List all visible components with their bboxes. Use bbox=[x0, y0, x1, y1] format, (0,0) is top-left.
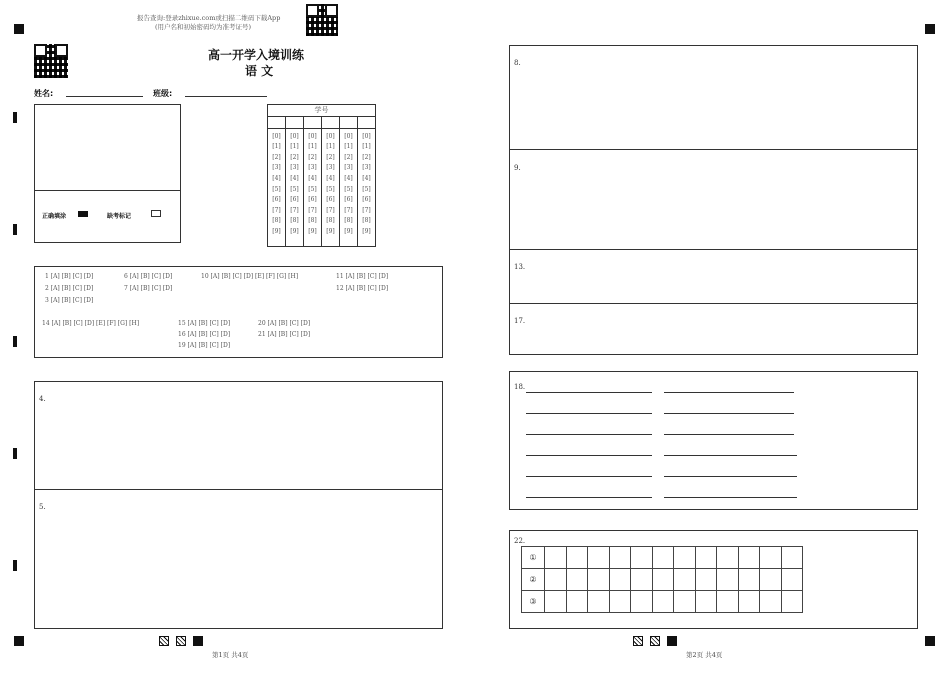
id-bubble[interactable]: [0] bbox=[344, 132, 353, 140]
id-bubble[interactable]: [1] bbox=[308, 143, 317, 151]
q13-q17-divider bbox=[510, 303, 917, 304]
id-bubble[interactable]: [4] bbox=[290, 174, 299, 182]
id-bubble[interactable]: [8] bbox=[362, 217, 371, 225]
correct-fill-sample bbox=[78, 211, 88, 217]
answer-field-q8[interactable] bbox=[511, 70, 916, 147]
id-bubble[interactable]: [6] bbox=[326, 196, 335, 204]
page-marker-solid bbox=[667, 636, 677, 646]
id-bubble[interactable]: [8] bbox=[290, 217, 299, 225]
id-digit-box[interactable] bbox=[286, 117, 304, 129]
id-digit-box[interactable] bbox=[304, 117, 322, 129]
q18-answer-line[interactable] bbox=[526, 413, 652, 414]
q22-grid-cell[interactable] bbox=[631, 547, 653, 569]
id-bubble[interactable]: [6] bbox=[272, 196, 281, 204]
q22-grid-cell[interactable] bbox=[738, 547, 760, 569]
id-bubble[interactable]: [7] bbox=[290, 206, 299, 214]
q22-row-label: ③ bbox=[522, 591, 545, 613]
question-13-label: 13. bbox=[514, 263, 526, 271]
side-tick-mark bbox=[13, 560, 17, 571]
id-bubble[interactable]: [2] bbox=[272, 153, 281, 161]
choice-item-7[interactable]: 7 [A] [B] [C] [D] bbox=[124, 285, 173, 292]
id-bubble[interactable]: [5] bbox=[272, 185, 281, 193]
q22-grid-cell[interactable] bbox=[695, 591, 717, 613]
question-17-label: 17. bbox=[514, 317, 526, 325]
q22-grid-cell[interactable] bbox=[652, 591, 674, 613]
choice-item-16[interactable]: 16 [A] [B] [C] [D] bbox=[178, 331, 231, 338]
choice-item-20[interactable]: 20 [A] [B] [C] [D] bbox=[258, 320, 311, 327]
corner-mark-bottom-right bbox=[925, 636, 935, 646]
q22-grid-cell[interactable] bbox=[588, 569, 610, 591]
id-bubble[interactable]: [4] bbox=[326, 174, 335, 182]
q22-grid-cell[interactable] bbox=[760, 569, 782, 591]
side-tick-mark bbox=[13, 224, 17, 235]
corner-mark-bottom-left bbox=[14, 636, 24, 646]
page-marker-hatched bbox=[159, 636, 169, 646]
page-marker-hatched bbox=[176, 636, 186, 646]
q18-answer-line[interactable] bbox=[664, 476, 797, 477]
side-tick-mark bbox=[13, 112, 17, 123]
q22-grid-cell[interactable] bbox=[781, 547, 803, 569]
page-title: 高一开学入境训练 bbox=[208, 48, 305, 62]
choice-item-1[interactable]: 1 [A] [B] [C] [D] bbox=[45, 273, 94, 280]
answer-field-q4[interactable] bbox=[36, 405, 441, 487]
question-9-label: 9. bbox=[514, 164, 521, 172]
id-bubble[interactable]: [5] bbox=[362, 185, 371, 193]
id-bubble[interactable]: [7] bbox=[362, 206, 371, 214]
q22-grid-cell[interactable] bbox=[738, 591, 760, 613]
id-bubble[interactable]: [9] bbox=[344, 227, 353, 235]
q22-row-label: ① bbox=[522, 547, 545, 569]
q22-grid-cell[interactable] bbox=[588, 547, 610, 569]
id-bubble[interactable]: [1] bbox=[362, 143, 371, 151]
q18-answer-line[interactable] bbox=[526, 392, 652, 393]
q22-row-label: ② bbox=[522, 569, 545, 591]
id-bubble-column[interactable] bbox=[286, 128, 304, 246]
id-bubble[interactable]: [7] bbox=[272, 206, 281, 214]
id-bubble[interactable]: [2] bbox=[290, 153, 299, 161]
id-bubble[interactable]: [1] bbox=[326, 143, 335, 151]
q22-grid-cell[interactable] bbox=[717, 547, 739, 569]
name-field[interactable] bbox=[66, 96, 143, 97]
q22-grid-cell[interactable] bbox=[609, 547, 631, 569]
id-bubble-column[interactable] bbox=[340, 128, 358, 246]
id-bubble[interactable]: [0] bbox=[362, 132, 371, 140]
id-bubble[interactable]: [5] bbox=[344, 185, 353, 193]
choice-item-12[interactable]: 12 [A] [B] [C] [D] bbox=[336, 285, 389, 292]
q22-grid-cell[interactable] bbox=[545, 547, 567, 569]
id-bubble[interactable]: [7] bbox=[326, 206, 335, 214]
id-bubble[interactable]: [3] bbox=[344, 164, 353, 172]
answer-field-q5[interactable] bbox=[36, 513, 441, 627]
id-bubble[interactable]: [5] bbox=[308, 185, 317, 193]
barcode-area bbox=[34, 104, 181, 243]
id-bubble[interactable]: [3] bbox=[362, 164, 371, 172]
question-5-label: 5. bbox=[39, 503, 46, 511]
id-bubble[interactable]: [5] bbox=[290, 185, 299, 193]
id-bubble[interactable]: [3] bbox=[290, 164, 299, 172]
id-bubble[interactable]: [6] bbox=[308, 196, 317, 204]
id-bubble[interactable]: [8] bbox=[272, 217, 281, 225]
q22-grid-cell[interactable] bbox=[717, 569, 739, 591]
page-marker-solid bbox=[193, 636, 203, 646]
q22-grid-cell[interactable] bbox=[760, 547, 782, 569]
id-bubble[interactable]: [9] bbox=[272, 227, 281, 235]
q22-grid-cell[interactable] bbox=[695, 547, 717, 569]
q18-answer-line[interactable] bbox=[664, 455, 797, 456]
q22-grid-cell[interactable] bbox=[674, 591, 696, 613]
q22-grid-cell[interactable] bbox=[631, 591, 653, 613]
q22-grid-cell[interactable] bbox=[545, 569, 567, 591]
correct-fill-label: 正确填涂 bbox=[42, 213, 67, 220]
q4-q5-divider bbox=[35, 489, 442, 490]
id-digit-box[interactable] bbox=[268, 117, 286, 129]
student-qr-code bbox=[34, 44, 68, 78]
id-bubble[interactable]: [1] bbox=[290, 143, 299, 151]
answer-field-q9[interactable] bbox=[511, 175, 916, 247]
q18-answer-line[interactable] bbox=[526, 497, 652, 498]
choice-item-15[interactable]: 15 [A] [B] [C] [D] bbox=[178, 320, 231, 327]
id-bubble[interactable]: [7] bbox=[344, 206, 353, 214]
question-8-label: 8. bbox=[514, 59, 521, 67]
id-bubble[interactable]: [4] bbox=[308, 174, 317, 182]
q9-q13-divider bbox=[510, 249, 917, 250]
id-bubble[interactable]: [8] bbox=[308, 217, 317, 225]
q18-answer-line[interactable] bbox=[526, 455, 652, 456]
q18-answer-line[interactable] bbox=[664, 392, 794, 393]
q22-grid-cell[interactable] bbox=[609, 569, 631, 591]
student-id-title: 学号 bbox=[268, 105, 376, 117]
q22-grid-cell[interactable] bbox=[652, 569, 674, 591]
q22-grid-row bbox=[522, 569, 803, 591]
choice-item-2[interactable]: 2 [A] [B] [C] [D] bbox=[45, 285, 94, 292]
id-bubble[interactable]: [8] bbox=[344, 217, 353, 225]
id-bubble-column[interactable] bbox=[268, 128, 286, 246]
q22-grid-cell[interactable] bbox=[566, 547, 588, 569]
id-bubble[interactable]: [3] bbox=[272, 164, 281, 172]
question-4-label: 4. bbox=[39, 395, 46, 403]
q22-grid-cell[interactable] bbox=[652, 547, 674, 569]
q8-q9-divider bbox=[510, 149, 917, 150]
class-field[interactable] bbox=[185, 96, 267, 97]
side-tick-mark bbox=[13, 336, 17, 347]
id-bubble-column[interactable] bbox=[358, 128, 376, 246]
barcode-divider bbox=[35, 190, 180, 191]
q18-answer-line[interactable] bbox=[664, 434, 794, 435]
q18-answer-line[interactable] bbox=[526, 476, 652, 477]
q22-grid-cell[interactable] bbox=[588, 591, 610, 613]
q22-grid-cell[interactable] bbox=[695, 569, 717, 591]
corner-mark-top-right bbox=[925, 24, 935, 34]
answer-field-q13[interactable] bbox=[511, 274, 916, 301]
q22-grid-cell[interactable] bbox=[609, 591, 631, 613]
id-bubble[interactable]: [0] bbox=[290, 132, 299, 140]
q22-grid-cell[interactable] bbox=[781, 591, 803, 613]
q22-grid-cell[interactable] bbox=[566, 569, 588, 591]
q22-grid-cell[interactable] bbox=[674, 547, 696, 569]
q22-grid-cell[interactable] bbox=[545, 591, 567, 613]
id-bubble[interactable]: [1] bbox=[272, 143, 281, 151]
id-digit-box[interactable] bbox=[340, 117, 358, 129]
q22-grid-cell[interactable] bbox=[631, 569, 653, 591]
id-bubble-column[interactable] bbox=[322, 128, 340, 246]
id-bubble[interactable]: [9] bbox=[290, 227, 299, 235]
page-marker-hatched bbox=[650, 636, 660, 646]
id-bubble[interactable]: [2] bbox=[344, 153, 353, 161]
corner-mark-top-left bbox=[14, 24, 24, 34]
id-bubble[interactable]: [6] bbox=[290, 196, 299, 204]
page-number-2: 第2页 共4页 bbox=[686, 651, 723, 659]
id-bubble[interactable]: [3] bbox=[326, 164, 335, 172]
download-qr-code[interactable] bbox=[306, 4, 338, 36]
q18-answer-line[interactable] bbox=[526, 434, 652, 435]
report-notice-line2: (用户名和初始密码均为准考证号) bbox=[155, 23, 252, 31]
id-bubble[interactable]: [9] bbox=[326, 227, 335, 235]
q18-answer-line[interactable] bbox=[664, 497, 797, 498]
id-bubble[interactable]: [1] bbox=[344, 143, 353, 151]
absent-label: 缺考标记 bbox=[107, 213, 132, 220]
class-label: 班级: bbox=[153, 89, 173, 98]
q22-grid-cell[interactable] bbox=[566, 591, 588, 613]
answer-field-q17[interactable] bbox=[511, 328, 916, 353]
q22-grid-cell[interactable] bbox=[674, 569, 696, 591]
id-bubble[interactable]: [2] bbox=[326, 153, 335, 161]
student-id-grid bbox=[267, 104, 376, 247]
choice-item-6[interactable]: 6 [A] [B] [C] [D] bbox=[124, 273, 173, 280]
q22-grid-row bbox=[522, 591, 803, 613]
id-bubble[interactable]: [5] bbox=[326, 185, 335, 193]
id-bubble[interactable]: [0] bbox=[326, 132, 335, 140]
id-bubble[interactable]: [6] bbox=[344, 196, 353, 204]
report-notice-line1: 报告查询:登录zhixue.com或扫描二维码下载App bbox=[137, 14, 281, 22]
id-bubble-column[interactable] bbox=[304, 128, 322, 246]
id-bubble[interactable]: [4] bbox=[344, 174, 353, 182]
id-bubble[interactable]: [4] bbox=[362, 174, 371, 182]
id-bubble[interactable]: [9] bbox=[362, 227, 371, 235]
choice-item-3[interactable]: 3 [A] [B] [C] [D] bbox=[45, 297, 94, 304]
id-digit-box[interactable] bbox=[322, 117, 340, 129]
id-bubble[interactable]: [9] bbox=[308, 227, 317, 235]
q22-grid-cell[interactable] bbox=[781, 569, 803, 591]
name-label: 姓名: bbox=[34, 89, 54, 98]
q22-grid-cell[interactable] bbox=[717, 591, 739, 613]
id-bubble[interactable]: [7] bbox=[308, 206, 317, 214]
absent-checkbox[interactable] bbox=[151, 210, 161, 217]
page-number-1: 第1页 共4页 bbox=[212, 651, 249, 659]
id-bubble[interactable]: [2] bbox=[362, 153, 371, 161]
id-bubble[interactable]: [8] bbox=[326, 217, 335, 225]
q18-answer-line[interactable] bbox=[664, 413, 794, 414]
choice-item-14[interactable]: 14 [A] [B] [C] [D] [E] [F] [G] [H] bbox=[42, 320, 140, 327]
question-18-label: 18. bbox=[514, 383, 526, 391]
choice-item-11[interactable]: 11 [A] [B] [C] [D] bbox=[336, 273, 389, 280]
q22-writing-grid bbox=[521, 546, 803, 613]
q22-grid-cell[interactable] bbox=[738, 569, 760, 591]
choice-item-19[interactable]: 19 [A] [B] [C] [D] bbox=[178, 342, 231, 349]
id-bubble[interactable]: [3] bbox=[308, 164, 317, 172]
page-marker-hatched bbox=[633, 636, 643, 646]
subject-title: 语 文 bbox=[245, 64, 274, 78]
id-bubble[interactable]: [0] bbox=[272, 132, 281, 140]
side-tick-mark bbox=[13, 448, 17, 459]
id-bubble[interactable]: [6] bbox=[362, 196, 371, 204]
q22-grid-cell[interactable] bbox=[760, 591, 782, 613]
id-bubble[interactable]: [0] bbox=[308, 132, 317, 140]
choice-item-10[interactable]: 10 [A] [B] [C] [D] [E] [F] [G] [H] bbox=[201, 273, 299, 280]
id-bubble[interactable]: [2] bbox=[308, 153, 317, 161]
q22-grid-row bbox=[522, 547, 803, 569]
id-digit-box[interactable] bbox=[358, 117, 376, 129]
choice-item-21[interactable]: 21 [A] [B] [C] [D] bbox=[258, 331, 311, 338]
question-22-label: 22. bbox=[514, 537, 526, 545]
id-bubble[interactable]: [4] bbox=[272, 174, 281, 182]
